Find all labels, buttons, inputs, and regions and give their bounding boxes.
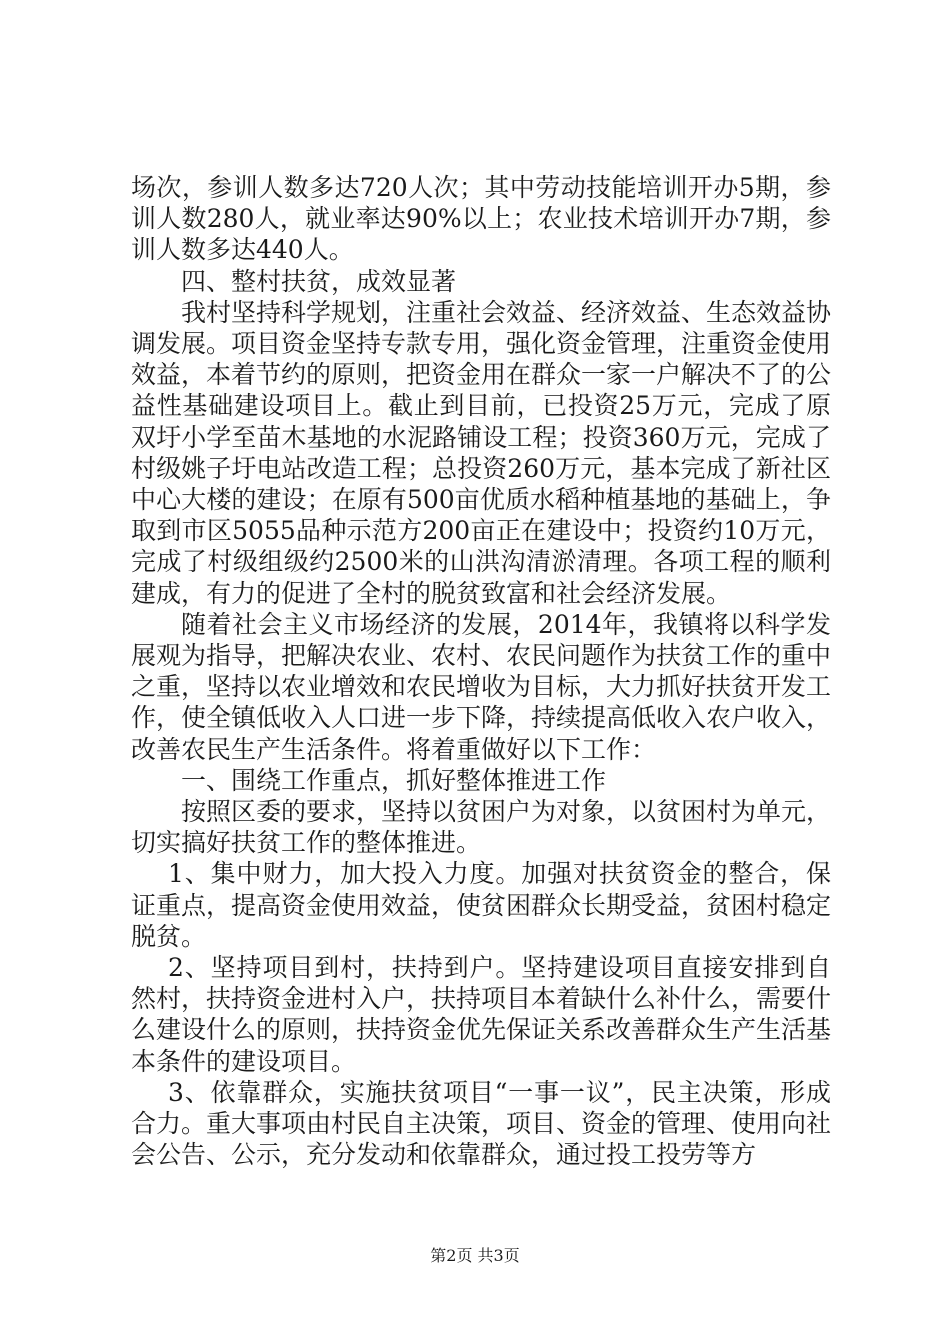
page-footer: 第2页 共3页	[430, 1246, 520, 1265]
paragraph-2014-plan: 随着社会主义市场经济的发展，2014年，我镇将以科学发展观为指导，把解决农业、农村、农民问题作为扶贫工作的重中之重，坚持以农业增效和农民增收为目标，大力抓好扶贫开发工作，使全镇低收入人口进一步下降，持续提高低收入农户收入，改善农民生产生活条件。将着重做好以下工作：	[131, 609, 832, 764]
document-body	[131, 172, 831, 1171]
heading-section-four: 四、整村扶贫，成效显著	[181, 266, 457, 296]
heading-section-one: 一、围绕工作重点，抓好整体推进工作	[181, 765, 607, 795]
paragraph-village-projects: 我村坚持科学规划，注重社会效益、经济效益、生态效益协调发展。项目资金坚持专款专用，强化资金管理，注重资金使用效益，本着节约的原则，把资金用在群众一家一户解决不了的公益性基础建设项目上。截止到目前，已投资25万元，完成了原双圩小学至苗木基地的水泥路铺设工程；投资360万元，完成了村级姚子圩电站改造工程；总投资260万元，基本完成了新社区中心大楼的建设；在原有500亩优质水稻种植基地的基础上，争取到市区5055品种示范方200亩正在建设中；投资约10万元，完成了村级组级约2500米的山洪沟清淤清理。各项工程的顺利建成，有力的促进了全村的脱贫致富和社会经济发展。	[131, 297, 832, 608]
paragraph-training-stats: 场次，参训人数多达720人次；其中劳动技能培训开办5期，参训人数280人，就业率达90%以上；农业技术培训开办7期，参训人数多达440人。	[131, 173, 831, 265]
list-item-3-masses: 3、依靠群众，实施扶贫项目“一事一议”，民主决策，形成合力。重大事项由村民自主决策，项目、资金的管理、使用向社会公告、公示，充分发动和依靠群众，通过投工投劳等方	[131, 1077, 832, 1170]
paragraph-district-requirements: 按照区委的要求，坚持以贫困户为对象，以贫困村为单元，切实搞好扶贫工作的整体推进。	[131, 797, 832, 858]
list-item-2-projects: 2、坚持项目到村，扶持到户。坚持建设项目直接安排到自然村，扶持资金进村入户，扶持项目本着缺什么补什么，需要什么建设什么的原则，扶持资金优先保证关系改善群众生产生活基本条件的建设项目。	[131, 953, 832, 1076]
list-item-1-funding: 1、集中财力，加大投入力度。加强对扶贫资金的整合，保证重点，提高资金使用效益，使贫困群众长期受益，贫困村稳定脱贫。	[131, 859, 832, 951]
